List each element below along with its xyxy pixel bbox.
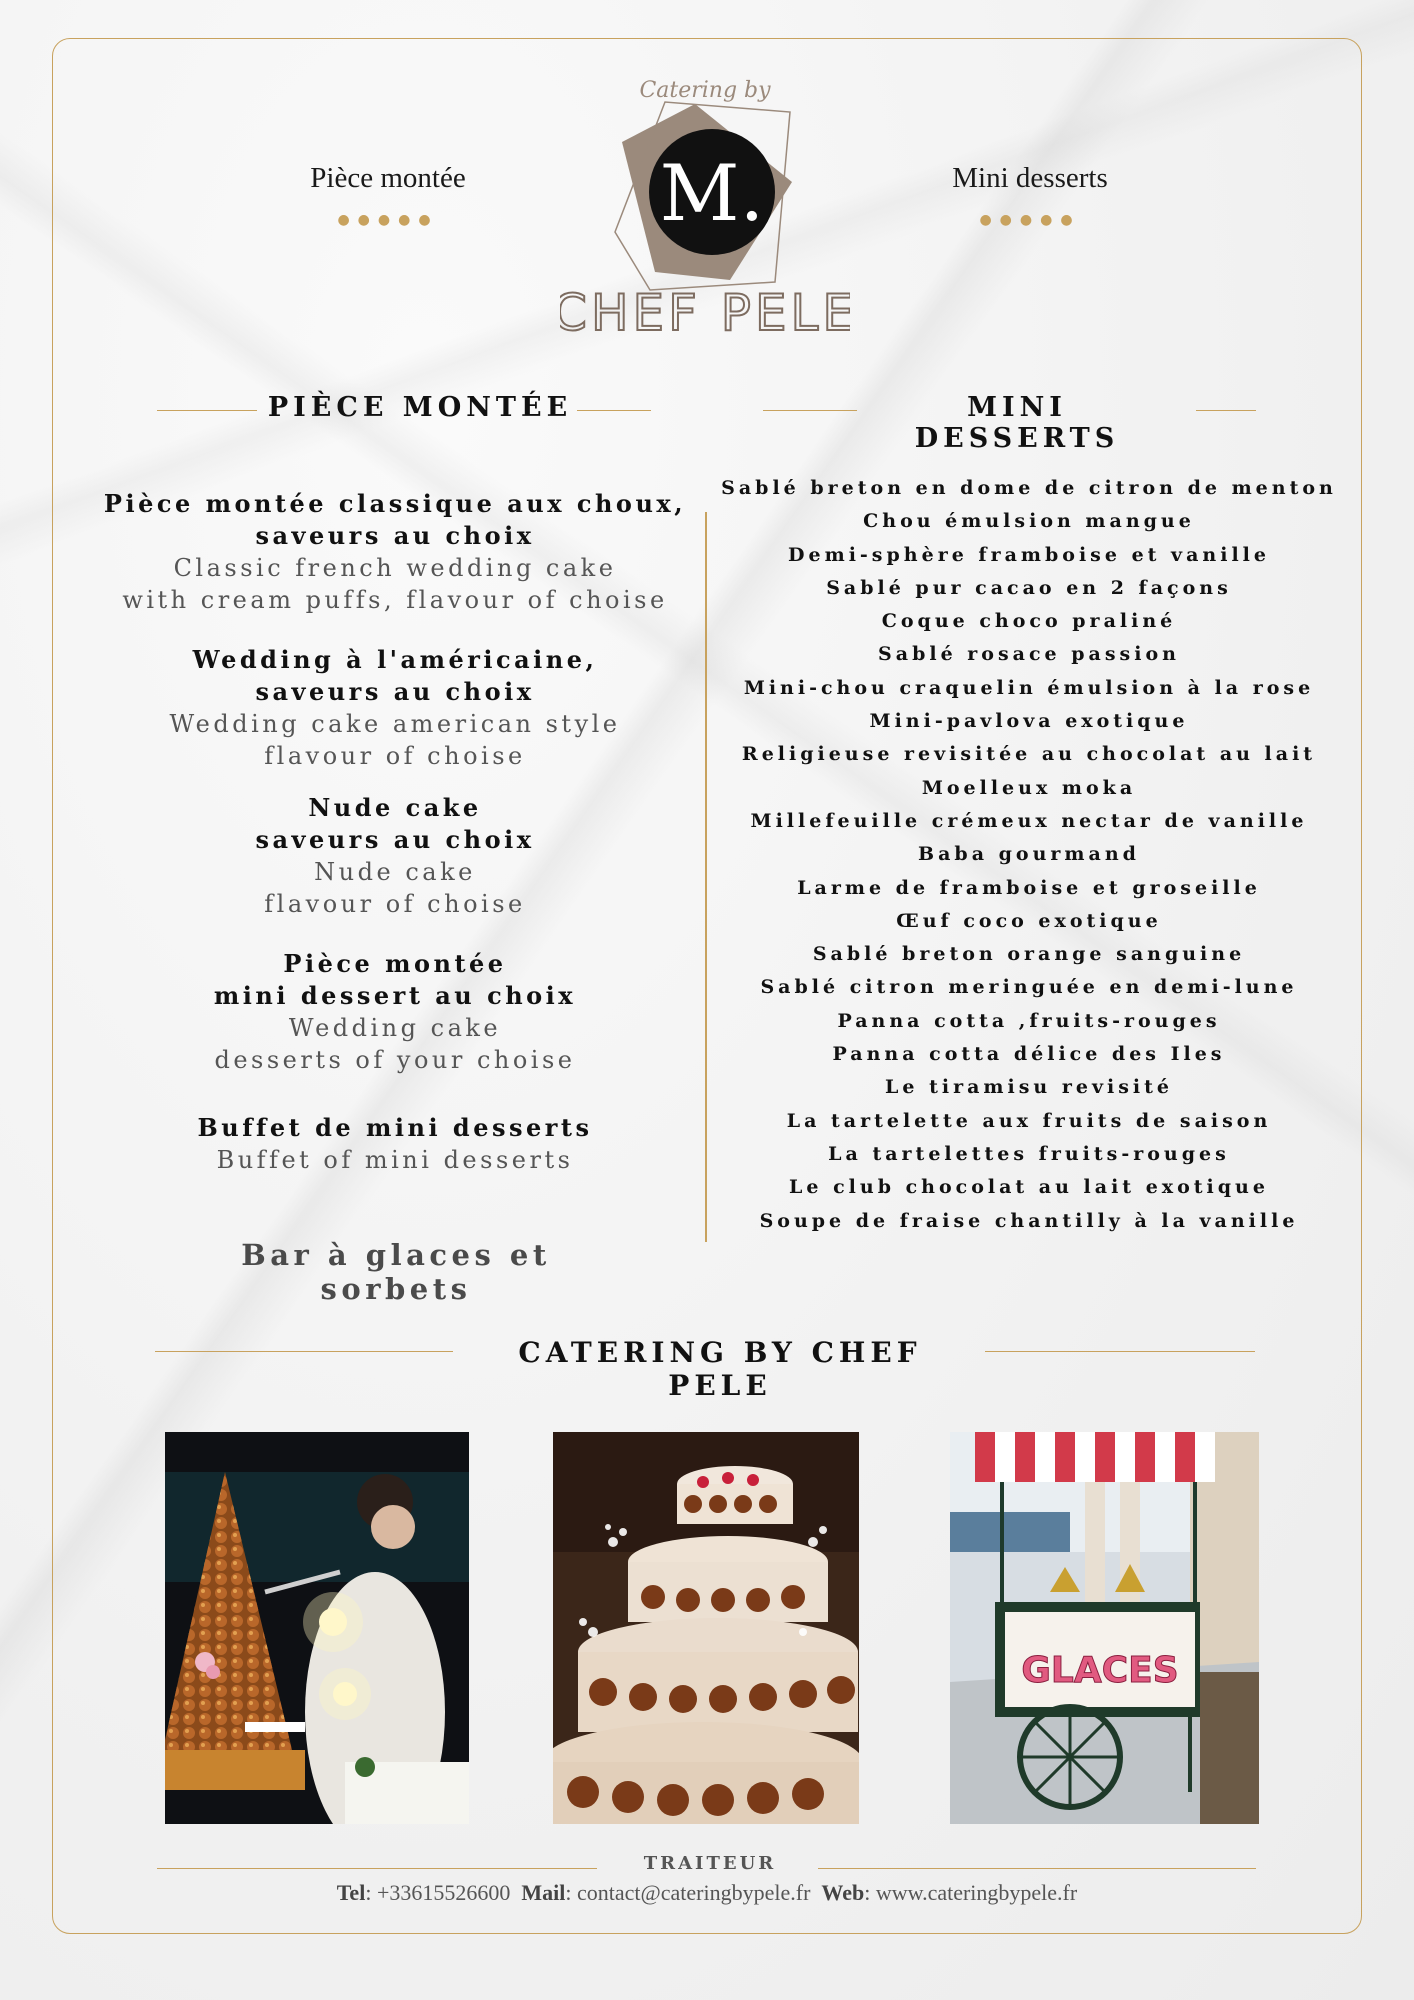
menu-item-en: Nude cake bbox=[314, 858, 476, 886]
dessert-item: Larme de framboise et groseille bbox=[797, 876, 1261, 899]
menu-item-fr: Pièce montée classique aux choux, bbox=[103, 489, 687, 518]
menu-item bbox=[100, 1112, 690, 1176]
dessert-item: Sablé breton orange sanguine bbox=[812, 943, 1246, 966]
logo-monogram: M. bbox=[659, 149, 765, 239]
photo-croquembouche bbox=[165, 1432, 469, 1824]
gallery-title: CATERING BY CHEF PELE bbox=[518, 1336, 922, 1402]
logo bbox=[560, 62, 850, 342]
menu-item-fr: saveurs au choix bbox=[255, 521, 535, 550]
dessert-item: Coque choco praliné bbox=[881, 610, 1177, 633]
contact-line: Tel: +33615526600 Mail: contact@cateringbypele.fr Web: www.cateringbypele.fr bbox=[336, 1880, 1078, 1905]
tel-value[interactable]: +33615526600 bbox=[376, 1880, 511, 1905]
piece-montee-list bbox=[100, 488, 690, 1204]
piece-title-line-left bbox=[157, 410, 257, 411]
menu-item-en: desserts of your choise bbox=[214, 1046, 576, 1074]
menu-item bbox=[100, 948, 690, 1076]
menu-item bbox=[100, 644, 690, 772]
menu-item-fr: Buffet de mini desserts bbox=[197, 1113, 593, 1142]
dessert-item: Baba gourmand bbox=[918, 843, 1140, 866]
header-right-label: Mini desserts bbox=[952, 162, 1108, 194]
dessert-item: Panna cotta délice des Iles bbox=[832, 1043, 1226, 1066]
header-right-dots: ●●●●● bbox=[979, 212, 1081, 228]
mail-value[interactable]: contact@cateringbypele.fr bbox=[576, 1880, 811, 1905]
menu-item-en: Classic french wedding cake bbox=[173, 554, 617, 582]
dessert-item: Sablé citron meringuée en demi-lune bbox=[760, 976, 1298, 999]
header-left-dots: ●●●●● bbox=[337, 212, 439, 228]
header-left-label: Pièce montée bbox=[310, 162, 466, 194]
web-value[interactable]: www.cateringbypele.fr bbox=[875, 1880, 1078, 1905]
dessert-item: Religieuse revisitée au chocolat au lait bbox=[741, 743, 1317, 766]
menu-item-en: flavour of choise bbox=[264, 742, 526, 770]
dessert-item: Sablé pur cacao en 2 façons bbox=[826, 576, 1232, 599]
mini-title-line-left bbox=[763, 410, 857, 411]
menu-item-fr: saveurs au choix bbox=[255, 677, 535, 706]
menu-item bbox=[100, 488, 690, 616]
mini-desserts-title: MINI DESSERTS bbox=[914, 392, 1120, 454]
footer-traiteur: TRAITEUR bbox=[643, 1853, 777, 1874]
mini-desserts-list bbox=[714, 472, 1344, 1238]
menu-item-fr: saveurs au choix bbox=[255, 825, 535, 854]
photo-tiered-cake bbox=[553, 1432, 859, 1824]
logo-graphic bbox=[560, 62, 850, 342]
dessert-item: Chou émulsion mangue bbox=[863, 510, 1195, 533]
mini-title-line-right bbox=[1196, 410, 1256, 411]
menu-item-en: Wedding cake american style bbox=[169, 710, 621, 738]
menu-item-fr: Wedding à l'américaine, bbox=[192, 645, 598, 674]
piece-title-line-right bbox=[577, 410, 651, 411]
photo-ice-cream-cart bbox=[950, 1432, 1259, 1824]
logo-script: Catering by bbox=[639, 78, 771, 103]
menu-item-fr: Nude cake bbox=[308, 793, 482, 822]
dessert-item: Soupe de fraise chantilly à la vanille bbox=[759, 1209, 1299, 1232]
dessert-item: Millefeuille crémeux nectar de vanille bbox=[750, 809, 1308, 832]
piece-montee-title: PIÈCE MONTÉE bbox=[267, 392, 573, 423]
dessert-item: Demi-sphère framboise et vanille bbox=[788, 543, 1270, 566]
dessert-item: Le tiramisu revisité bbox=[885, 1076, 1173, 1099]
logo-name: CHEF PELE bbox=[560, 284, 850, 342]
bar-glaces: Bar à glaces et sorbets bbox=[241, 1238, 551, 1306]
menu-item-fr: Pièce montée bbox=[283, 949, 507, 978]
dessert-item: Panna cotta ,fruits-rouges bbox=[837, 1009, 1221, 1032]
footer-line-left bbox=[157, 1868, 597, 1869]
menu-item-en: Wedding cake bbox=[288, 1014, 502, 1042]
menu-item-en: with cream puffs, flavour of choise bbox=[122, 586, 668, 614]
cart-sign: GLACES bbox=[1021, 1650, 1179, 1691]
dessert-item: Œuf coco exotique bbox=[896, 909, 1162, 932]
column-divider bbox=[705, 512, 707, 1242]
dessert-item: Mini-pavlova exotique bbox=[869, 710, 1189, 733]
web-label: Web bbox=[821, 1880, 865, 1905]
menu-item bbox=[100, 792, 690, 920]
dessert-item: La tartelettes fruits-rouges bbox=[828, 1142, 1230, 1165]
dessert-item: Sablé rosace passion bbox=[878, 643, 1180, 666]
mail-label: Mail bbox=[521, 1880, 566, 1905]
dessert-item: Moelleux moka bbox=[921, 776, 1137, 799]
tel-label: Tel bbox=[336, 1880, 366, 1905]
gallery-title-line-left bbox=[155, 1351, 453, 1352]
dessert-item: Sablé breton en dome de citron de menton bbox=[721, 477, 1337, 499]
dessert-item: Le club chocolat au lait exotique bbox=[789, 1176, 1269, 1199]
gallery-title-line-right bbox=[985, 1351, 1255, 1352]
menu-item-en: Buffet of mini desserts bbox=[216, 1146, 574, 1174]
menu-item-en: flavour of choise bbox=[264, 890, 526, 918]
footer-line-right bbox=[818, 1868, 1256, 1869]
dessert-item: Mini-chou craquelin émulsion à la rose bbox=[743, 676, 1315, 699]
dessert-item: La tartelette aux fruits de saison bbox=[786, 1109, 1272, 1132]
menu-item-fr: mini dessert au choix bbox=[213, 981, 577, 1010]
